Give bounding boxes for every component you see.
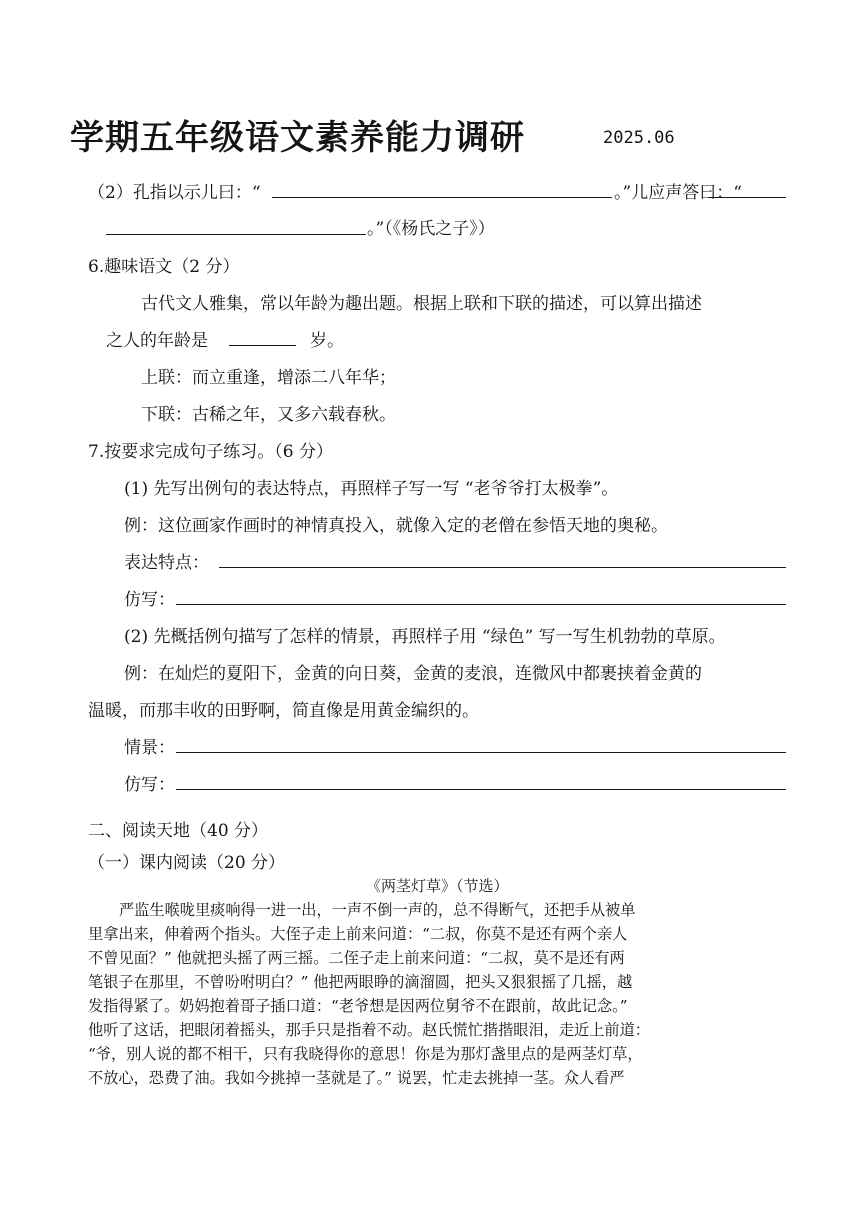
- q7-part1-imitate-label: 仿写：: [124, 590, 175, 610]
- q7-part2-imitate-label: 仿写：: [124, 775, 175, 795]
- q6-heading: 6.趣味语文（2 分）: [88, 257, 240, 277]
- passage-line: 他听了这话，把眼闭着摇头，那手只是指着不动。赵氏慌忙揩揩眼泪，走近上前道：: [88, 1021, 650, 1039]
- answer-line-scene[interactable]: [176, 752, 786, 753]
- passage-title: 《两茎灯草》（节选）: [366, 877, 509, 895]
- passage-line: 里拿出来，伸着两个指头。大侄子走上前来问道：“二叔，你莫不是还有两个亲人: [88, 925, 628, 943]
- answer-blank-father[interactable]: [272, 197, 612, 198]
- section2-subheading: （一）课内阅读（20 分）: [88, 853, 286, 873]
- q5-part2-mid: 。”儿应声答曰：“: [614, 183, 742, 203]
- q6-text-line2-pre: 之人的年龄是: [106, 331, 208, 351]
- section2-heading: 二、阅读天地（40 分）: [88, 821, 269, 841]
- passage-line: 不放心，恐费了油。我如今挑掉一茎就是了。” 说罢，忙走去挑掉一茎。众人看严: [88, 1069, 625, 1087]
- passage-line: 笔银子在那里，不曾吩咐明白？” 他把两眼睁的滴溜圆，把头又狠狠摇了几摇，越: [88, 973, 633, 991]
- q6-lower-couplet: 下联：古稀之年，又多六载春秋。: [141, 405, 396, 425]
- q7-scene-label: 情景：: [124, 738, 175, 758]
- q6-text-line1: 古代文人雅集，常以年龄为趣出题。根据上联和下联的描述，可以算出描述: [141, 294, 702, 314]
- q7-part2-instruction: (2) 先概括例句描写了怎样的情景，再照样子用 “绿色” 写一写生机勃勃的草原。: [124, 627, 726, 647]
- q5-part2-end: 。”（《杨氏之子》）: [367, 219, 495, 239]
- passage-line: 不曾见面？” 他就把头摇了两三摇。二侄子走上前来问道：“二叔，莫不是还有两: [88, 949, 625, 967]
- q6-upper-couplet: 上联：而立重逢，增添二八年华；: [141, 368, 396, 388]
- q6-text-line2-post: 岁。: [310, 331, 344, 351]
- q7-part2-example-line2: 温暖，而那丰收的田野啊，简直像是用黄金编织的。: [88, 701, 479, 721]
- q7-part1-instruction: (1) 先写出例句的表达特点，再照样子写一写 “老爷爷打太极拳”。: [124, 479, 619, 499]
- answer-line-feature[interactable]: [219, 567, 786, 568]
- page-title: 学期五年级语文素养能力调研: [70, 118, 525, 158]
- q7-heading: 7.按要求完成句子练习。（6 分）: [88, 442, 333, 462]
- answer-line-imitate-2[interactable]: [176, 789, 786, 790]
- q7-feature-label: 表达特点：: [124, 553, 209, 573]
- passage-line: “爷，别人说的都不相干，只有我晓得你的意思！你是为那灯盏里点的是两茎灯草，: [88, 1045, 643, 1063]
- passage-line: 严监生喉咙里痰响得一进一出，一声不倒一声的，总不得断气，还把手从被单: [119, 901, 636, 919]
- passage-line: 发指得紧了。奶妈抱着哥子插口道：“老爷想是因两位舅爷不在跟前，故此记念。”: [88, 997, 628, 1015]
- q5-part2-prefix: （2）孔指以示儿曰：“: [88, 183, 261, 203]
- answer-blank-son-a[interactable]: [708, 197, 786, 198]
- answer-blank-son-b[interactable]: [106, 234, 366, 235]
- answer-blank-age[interactable]: [229, 345, 296, 346]
- q7-part2-example-line1: 例：在灿烂的夏阳下，金黄的向日葵，金黄的麦浪，连微风中都裹挟着金黄的: [124, 664, 702, 684]
- answer-line-imitate-1[interactable]: [176, 604, 786, 605]
- q7-part1-example: 例：这位画家作画时的神情真投入，就像入定的老僧在参悟天地的奥秘。: [124, 516, 668, 536]
- exam-date: 2025.06: [603, 128, 675, 148]
